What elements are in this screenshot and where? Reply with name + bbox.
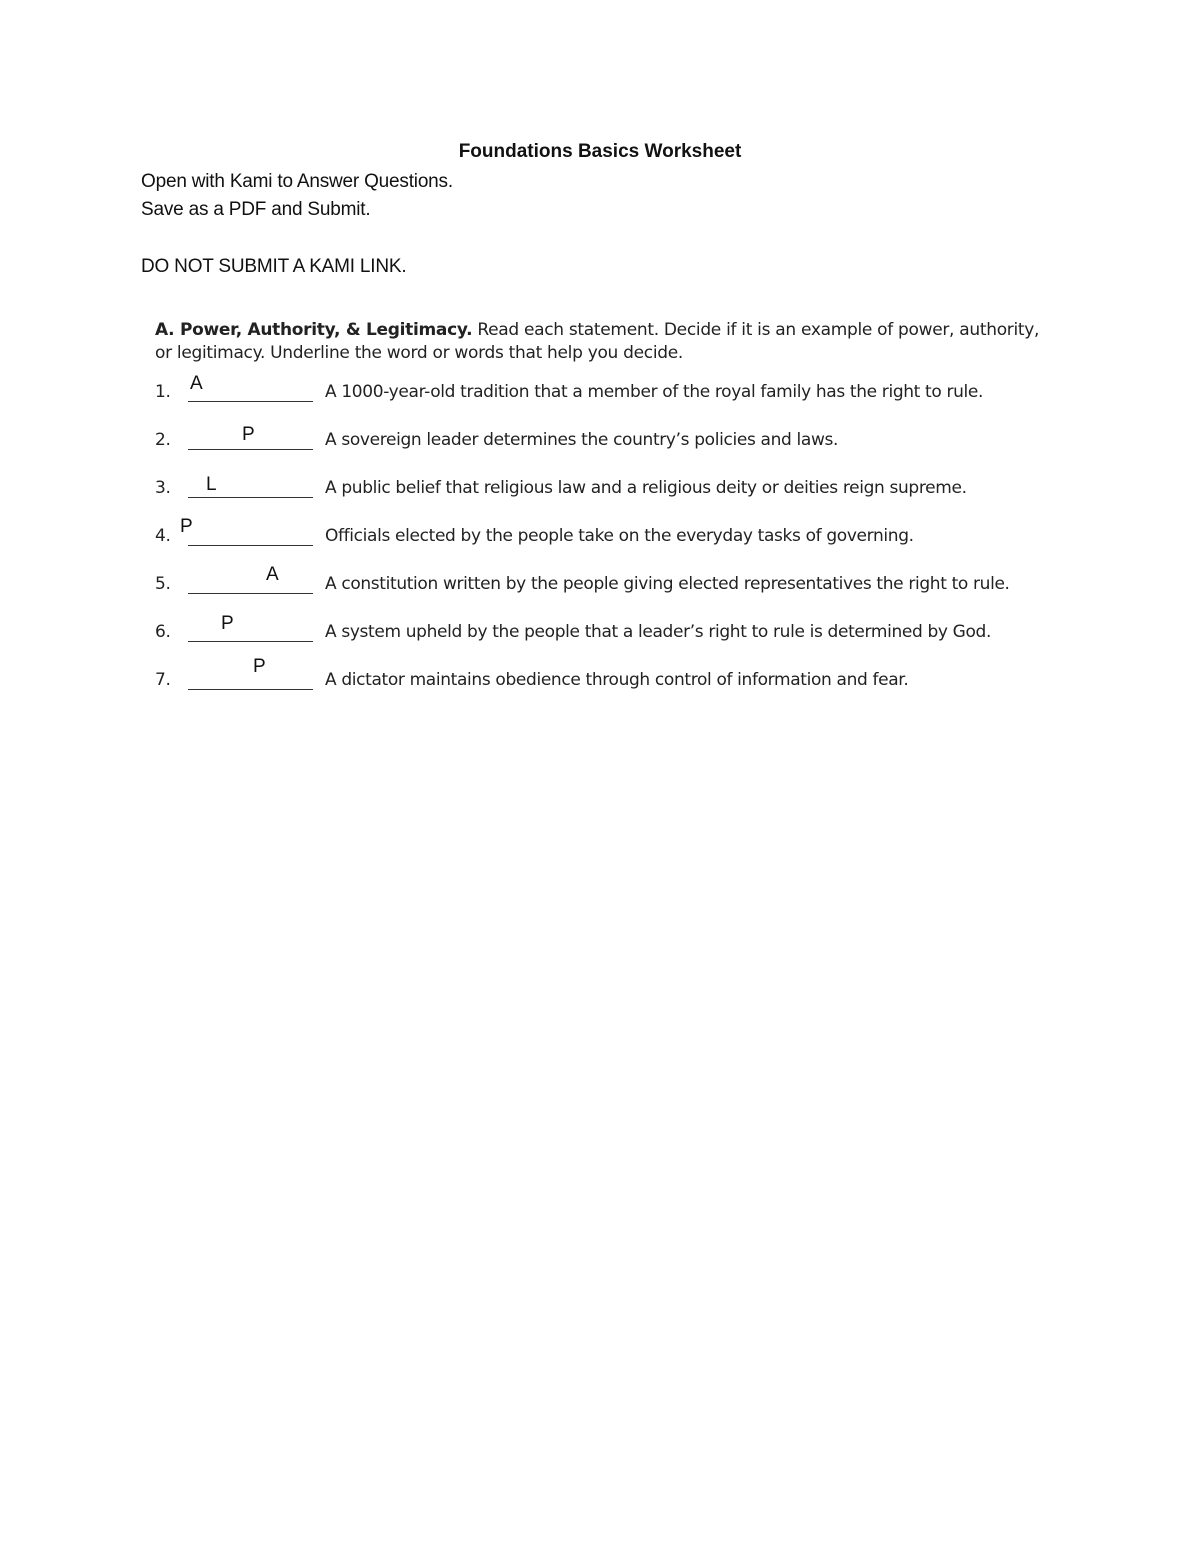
section-header <box>155 319 1055 365</box>
answer-blank[interactable] <box>188 641 313 642</box>
answer-blank[interactable] <box>188 545 313 546</box>
question-number: 2. <box>155 430 171 450</box>
answer-text[interactable]: P <box>180 516 193 537</box>
answer-blank[interactable] <box>188 497 313 498</box>
answer-text[interactable]: A <box>190 373 203 394</box>
answer-text[interactable]: P <box>221 613 234 634</box>
answer-blank[interactable] <box>188 401 313 402</box>
question-row <box>155 613 1075 646</box>
answer-text[interactable]: P <box>253 656 266 677</box>
section-instructions: Read each statement. Decide if it is an example of power, authority, or legitimacy. Underline the word or words that help you decide. <box>155 320 1040 363</box>
answer-text[interactable]: A <box>266 564 279 585</box>
answer-text[interactable]: L <box>206 474 217 495</box>
question-text: A constitution written by the people giving elected representatives the right to rule. <box>325 574 1010 594</box>
question-text: Officials elected by the people take on the everyday tasks of governing. <box>325 526 914 546</box>
question-text: A 1000-year-old tradition that a member of the royal family has the right to rule. <box>325 382 984 402</box>
instruction-no-kami-link: DO NOT SUBMIT A KAMI LINK. <box>141 256 407 277</box>
question-text: A system upheld by the people that a leader’s right to rule is determined by God. <box>325 622 992 642</box>
question-text: A sovereign leader determines the country’s policies and laws. <box>325 430 839 450</box>
question-row <box>155 656 1075 694</box>
question-number: 3. <box>155 478 171 498</box>
question-row <box>155 472 1075 502</box>
question-row <box>155 516 1075 550</box>
answer-blank[interactable] <box>188 689 313 690</box>
answer-text[interactable]: P <box>242 424 255 445</box>
instruction-open-with-kami: Open with Kami to Answer Questions. <box>141 171 453 192</box>
question-row <box>155 564 1075 598</box>
question-text: A dictator maintains obedience through control of information and fear. <box>325 670 909 690</box>
worksheet-title: Foundations Basics Worksheet <box>458 141 742 162</box>
question-number: 5. <box>155 574 171 594</box>
question-number: 1. <box>155 382 171 402</box>
question-row <box>155 373 1075 406</box>
instruction-save-pdf: Save as a PDF and Submit. <box>141 199 371 220</box>
question-text: A public belief that religious law and a religious deity or deities reign supreme. <box>325 478 967 498</box>
question-row <box>155 424 1075 454</box>
question-number: 4. <box>155 526 171 546</box>
question-number: 6. <box>155 622 171 642</box>
answer-blank[interactable] <box>188 593 313 594</box>
section-label: A. Power, Authority, & Legitimacy. <box>155 320 473 340</box>
question-number: 7. <box>155 670 171 690</box>
answer-blank[interactable] <box>188 449 313 450</box>
